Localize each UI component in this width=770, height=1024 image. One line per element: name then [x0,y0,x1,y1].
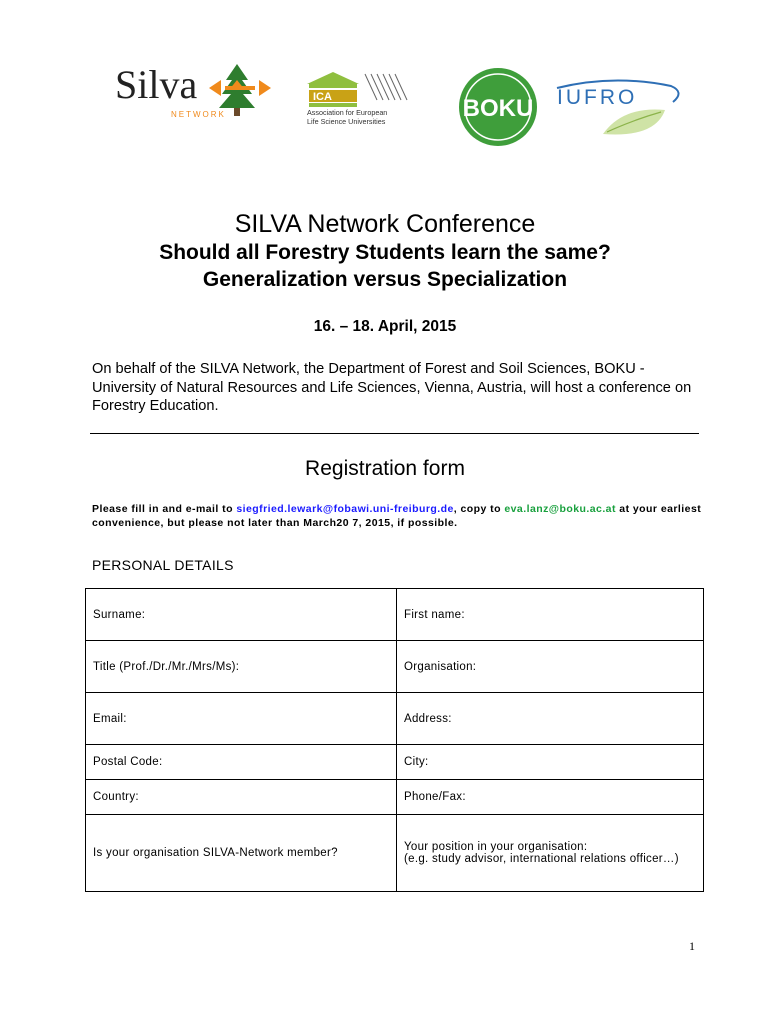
ica-logo-line1: Association for European [307,108,388,117]
conference-subtitle-line2: Generalization versus Specialization [202,268,568,291]
postal-code-field[interactable]: Postal Code: [86,745,397,780]
conference-dates: 16. – 18. April, 2015 [313,318,457,335]
silva-member-field[interactable]: Is your organisation SILVA-Network member? [86,815,397,892]
primary-email-link[interactable]: siegfried.lewark@fobawi.uni-freiburg.de [236,503,454,515]
city-field[interactable]: City: [397,745,704,780]
copy-email-link[interactable]: eva.lanz@boku.ac.at [504,503,616,515]
boku-logo [457,66,539,148]
silva-logo-text: Silva [115,62,198,107]
registration-heading: Registration form [305,457,465,480]
instructions-mid: , copy to [453,503,505,515]
personal-details-table [85,588,704,892]
country-field[interactable]: Country: [86,780,397,815]
position-field[interactable] [397,815,704,892]
horizontal-divider [90,433,699,434]
ica-logo-acronym: ICA [313,91,332,103]
conference-title: SILVA Network Conference [234,210,536,238]
table-row [86,693,704,745]
ica-logo-line2: Life Science Universities [307,117,386,126]
table-row [86,780,704,815]
iufro-logo-text: IUFRO [557,86,638,109]
conference-subtitle-line1: Should all Forestry Students learn the same? [159,241,611,264]
silva-network-logo [113,60,278,122]
surname-field[interactable]: Surname: [86,589,397,641]
phone-fax-field[interactable]: Phone/Fax: [397,780,704,815]
table-row [86,815,704,892]
instructions-suffix: at your earliest convenience, but please not later than March20 7, 2015, if possible. [92,503,702,529]
silva-logo-subtext: NETWORK [171,110,226,119]
boku-logo-text: BOKU [462,95,534,122]
iufro-logo [553,76,685,138]
tree-arrows-icon [209,64,271,116]
ica-logo [305,70,417,128]
leaf-icon [603,110,665,135]
address-field[interactable]: Address: [397,693,704,745]
intro-paragraph: On behalf of the SILVA Network, the Department of Forest and Soil Sciences, BOKU - University of Natural Resources and Life Sciences, Vienna, Austria, will host a conference on Forestry Education. [92,361,692,414]
page-number: 1 [689,939,695,953]
table-row [86,745,704,780]
table-row [86,589,704,641]
table-row [86,641,704,693]
position-label: Your position in your organisation: [404,841,588,853]
organisation-field[interactable]: Organisation: [397,641,704,693]
registration-instructions [92,502,702,530]
instructions-prefix: Please fill in and e-mail to [92,503,237,515]
title-field[interactable]: Title (Prof./Dr./Mr./Mrs/Ms): [86,641,397,693]
email-field[interactable]: Email: [86,693,397,745]
personal-details-title: PERSONAL DETAILS [92,557,234,573]
first-name-field[interactable]: First name: [397,589,704,641]
position-hint: (e.g. study advisor, international relations officer…) [404,853,679,865]
